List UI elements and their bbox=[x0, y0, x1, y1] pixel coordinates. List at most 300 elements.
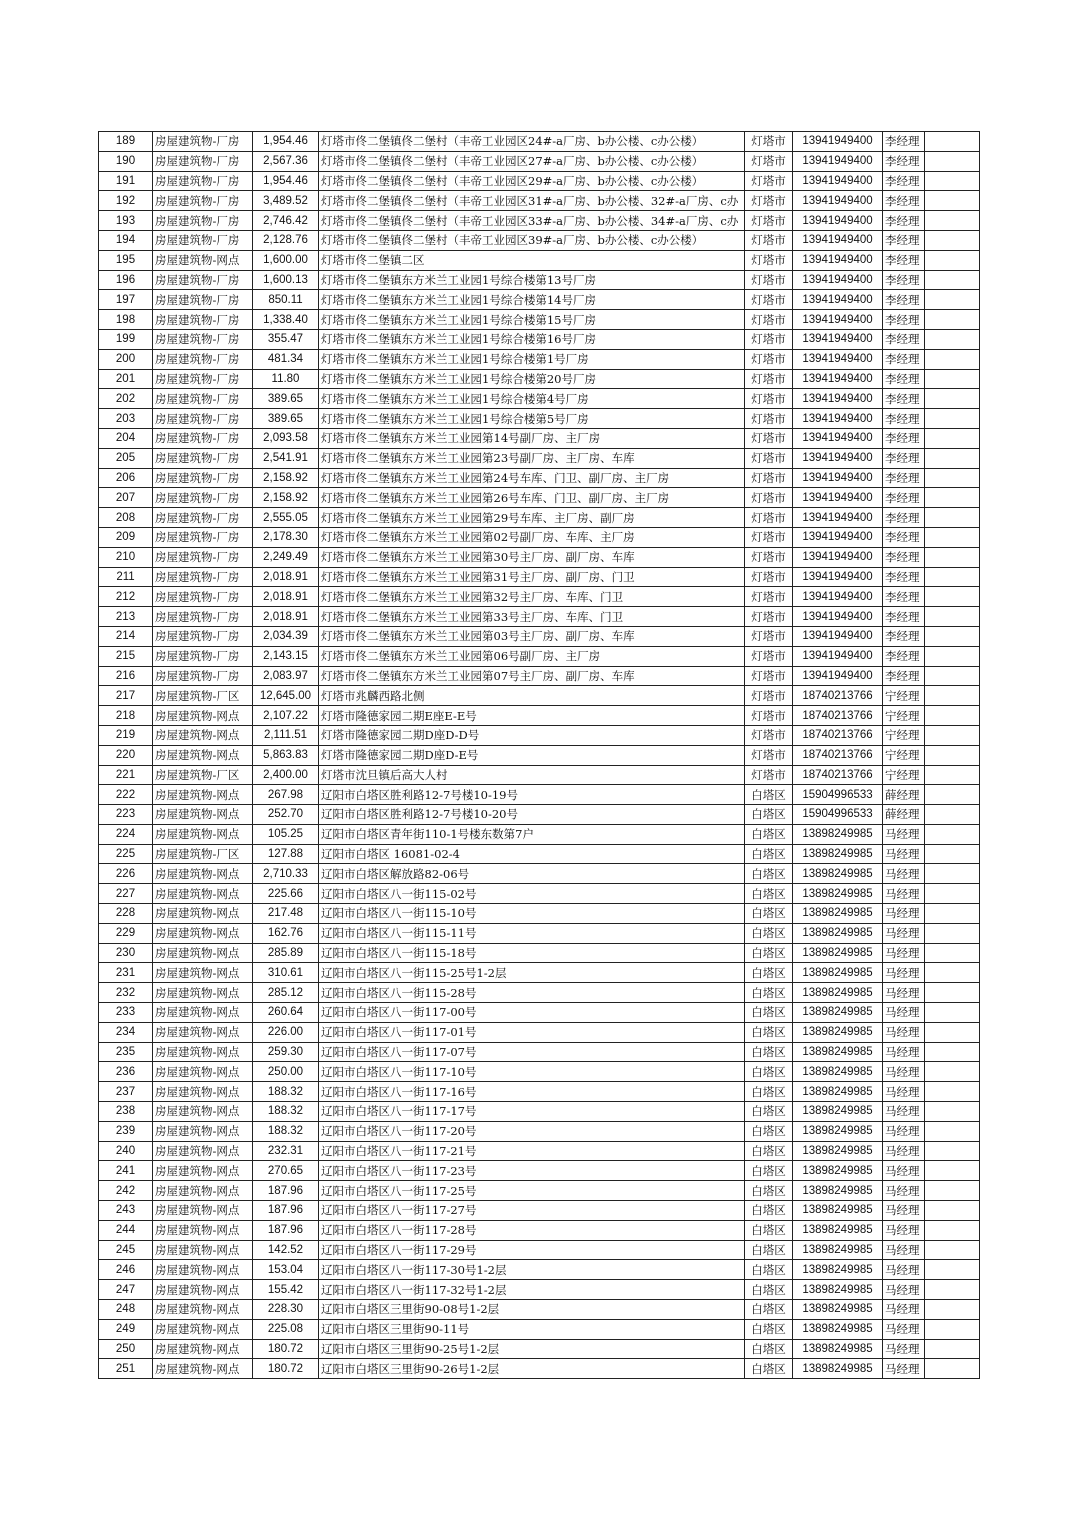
row-number-cell: 195 bbox=[99, 250, 153, 270]
row-number-cell: 210 bbox=[99, 547, 153, 567]
contact-person-cell: 李经理 bbox=[883, 250, 925, 270]
contact-person-cell: 李经理 bbox=[883, 626, 925, 646]
property-type-cell: 房屋建筑物-厂房 bbox=[153, 448, 253, 468]
empty-cell bbox=[925, 409, 980, 429]
phone-number-cell: 18740213766 bbox=[793, 686, 883, 706]
contact-person-cell: 李经理 bbox=[883, 191, 925, 211]
area-value-cell: 270.65 bbox=[253, 1161, 319, 1181]
contact-person-cell: 李经理 bbox=[883, 171, 925, 191]
row-number-cell: 235 bbox=[99, 1042, 153, 1062]
table-row bbox=[99, 428, 980, 448]
property-type-cell: 房屋建筑物-网点 bbox=[153, 1022, 253, 1042]
row-number-cell: 240 bbox=[99, 1141, 153, 1161]
empty-cell bbox=[925, 983, 980, 1003]
property-type-cell: 房屋建筑物-网点 bbox=[153, 1280, 253, 1300]
row-number-cell: 205 bbox=[99, 448, 153, 468]
table-row bbox=[99, 745, 980, 765]
phone-number-cell: 13898249985 bbox=[793, 844, 883, 864]
row-number-cell: 192 bbox=[99, 191, 153, 211]
phone-number-cell: 13898249985 bbox=[793, 943, 883, 963]
contact-person-cell: 马经理 bbox=[883, 1201, 925, 1221]
address-cell: 灯塔市佟二堡镇东方米兰工业园1号综合楼第13号厂房 bbox=[319, 270, 745, 290]
phone-number-cell: 18740213766 bbox=[793, 745, 883, 765]
phone-number-cell: 13898249985 bbox=[793, 1062, 883, 1082]
row-number-cell: 198 bbox=[99, 310, 153, 330]
property-type-cell: 房屋建筑物-厂区 bbox=[153, 844, 253, 864]
area-value-cell: 2,018.91 bbox=[253, 587, 319, 607]
contact-person-cell: 李经理 bbox=[883, 329, 925, 349]
district-cell: 白塔区 bbox=[745, 1042, 793, 1062]
table-row bbox=[99, 1339, 980, 1359]
area-value-cell: 180.72 bbox=[253, 1339, 319, 1359]
address-cell: 辽阳市白塔区八一街117-16号 bbox=[319, 1082, 745, 1102]
district-cell: 灯塔市 bbox=[745, 686, 793, 706]
area-value-cell: 2,710.33 bbox=[253, 864, 319, 884]
empty-cell bbox=[925, 468, 980, 488]
area-value-cell: 180.72 bbox=[253, 1359, 319, 1379]
row-number-cell: 218 bbox=[99, 706, 153, 726]
phone-number-cell: 13941949400 bbox=[793, 191, 883, 211]
table-row bbox=[99, 864, 980, 884]
empty-cell bbox=[925, 884, 980, 904]
district-cell: 白塔区 bbox=[745, 1102, 793, 1122]
area-value-cell: 12,645.00 bbox=[253, 686, 319, 706]
area-value-cell: 355.47 bbox=[253, 329, 319, 349]
empty-cell bbox=[925, 1141, 980, 1161]
property-type-cell: 房屋建筑物-网点 bbox=[153, 785, 253, 805]
address-cell: 辽阳市白塔区八一街117-17号 bbox=[319, 1102, 745, 1122]
table-row bbox=[99, 626, 980, 646]
area-value-cell: 267.98 bbox=[253, 785, 319, 805]
district-cell: 白塔区 bbox=[745, 1260, 793, 1280]
row-number-cell: 225 bbox=[99, 844, 153, 864]
address-cell: 辽阳市白塔区八一街117-10号 bbox=[319, 1062, 745, 1082]
contact-person-cell: 马经理 bbox=[883, 1121, 925, 1141]
contact-person-cell: 李经理 bbox=[883, 468, 925, 488]
district-cell: 白塔区 bbox=[745, 824, 793, 844]
property-type-cell: 房屋建筑物-厂房 bbox=[153, 468, 253, 488]
district-cell: 白塔区 bbox=[745, 1161, 793, 1181]
empty-cell bbox=[925, 666, 980, 686]
phone-number-cell: 13941949400 bbox=[793, 211, 883, 231]
district-cell: 灯塔市 bbox=[745, 329, 793, 349]
district-cell: 白塔区 bbox=[745, 864, 793, 884]
table-row bbox=[99, 1260, 980, 1280]
table-row bbox=[99, 963, 980, 983]
contact-person-cell: 李经理 bbox=[883, 151, 925, 171]
property-type-cell: 房屋建筑物-网点 bbox=[153, 983, 253, 1003]
empty-cell bbox=[925, 1062, 980, 1082]
empty-cell bbox=[925, 171, 980, 191]
area-value-cell: 2,400.00 bbox=[253, 765, 319, 785]
row-number-cell: 202 bbox=[99, 389, 153, 409]
address-cell: 灯塔市佟二堡镇东方米兰工业园第02号副厂房、车库、主厂房 bbox=[319, 527, 745, 547]
address-cell: 灯塔市兆麟西路北侧 bbox=[319, 686, 745, 706]
phone-number-cell: 13941949400 bbox=[793, 508, 883, 528]
empty-cell bbox=[925, 448, 980, 468]
row-number-cell: 224 bbox=[99, 824, 153, 844]
district-cell: 白塔区 bbox=[745, 844, 793, 864]
row-number-cell: 189 bbox=[99, 132, 153, 152]
address-cell: 灯塔市佟二堡镇东方米兰工业园第03号主厂房、副厂房、车库 bbox=[319, 626, 745, 646]
address-cell: 辽阳市白塔区八一街117-21号 bbox=[319, 1141, 745, 1161]
contact-person-cell: 马经理 bbox=[883, 1062, 925, 1082]
contact-person-cell: 宁经理 bbox=[883, 725, 925, 745]
area-value-cell: 259.30 bbox=[253, 1042, 319, 1062]
area-value-cell: 285.89 bbox=[253, 943, 319, 963]
district-cell: 白塔区 bbox=[745, 963, 793, 983]
property-type-cell: 房屋建筑物-网点 bbox=[153, 1102, 253, 1122]
empty-cell bbox=[925, 290, 980, 310]
district-cell: 白塔区 bbox=[745, 1022, 793, 1042]
area-value-cell: 2,143.15 bbox=[253, 646, 319, 666]
row-number-cell: 201 bbox=[99, 369, 153, 389]
address-cell: 辽阳市白塔区八一街117-29号 bbox=[319, 1240, 745, 1260]
table-row bbox=[99, 1359, 980, 1379]
district-cell: 灯塔市 bbox=[745, 389, 793, 409]
area-value-cell: 5,863.83 bbox=[253, 745, 319, 765]
empty-cell bbox=[925, 1300, 980, 1320]
empty-cell bbox=[925, 805, 980, 825]
row-number-cell: 238 bbox=[99, 1102, 153, 1122]
table-row bbox=[99, 1102, 980, 1122]
row-number-cell: 228 bbox=[99, 904, 153, 924]
area-value-cell: 260.64 bbox=[253, 1003, 319, 1023]
property-type-cell: 房屋建筑物-厂房 bbox=[153, 646, 253, 666]
address-cell: 辽阳市白塔区八一街117-25号 bbox=[319, 1181, 745, 1201]
contact-person-cell: 马经理 bbox=[883, 1082, 925, 1102]
empty-cell bbox=[925, 1181, 980, 1201]
table-row bbox=[99, 884, 980, 904]
address-cell: 辽阳市白塔区胜利路12-7号楼10-19号 bbox=[319, 785, 745, 805]
area-value-cell: 310.61 bbox=[253, 963, 319, 983]
row-number-cell: 211 bbox=[99, 567, 153, 587]
contact-person-cell: 李经理 bbox=[883, 270, 925, 290]
area-value-cell: 225.08 bbox=[253, 1319, 319, 1339]
area-value-cell: 2,249.49 bbox=[253, 547, 319, 567]
address-cell: 灯塔市隆德家园二期D座D-E号 bbox=[319, 745, 745, 765]
table-row bbox=[99, 765, 980, 785]
phone-number-cell: 13941949400 bbox=[793, 448, 883, 468]
address-cell: 辽阳市白塔区八一街117-01号 bbox=[319, 1022, 745, 1042]
table-row bbox=[99, 943, 980, 963]
address-cell: 灯塔市佟二堡镇东方米兰工业园1号综合楼第20号厂房 bbox=[319, 369, 745, 389]
empty-cell bbox=[925, 706, 980, 726]
row-number-cell: 241 bbox=[99, 1161, 153, 1181]
row-number-cell: 203 bbox=[99, 409, 153, 429]
phone-number-cell: 13898249985 bbox=[793, 1082, 883, 1102]
area-value-cell: 105.25 bbox=[253, 824, 319, 844]
table-row bbox=[99, 785, 980, 805]
phone-number-cell: 13941949400 bbox=[793, 171, 883, 191]
district-cell: 灯塔市 bbox=[745, 250, 793, 270]
table-row bbox=[99, 1022, 980, 1042]
address-cell: 灯塔市佟二堡镇佟二堡村（丰帝工业园区24#-a厂房、b办公楼、c办公楼） bbox=[319, 132, 745, 152]
district-cell: 白塔区 bbox=[745, 1359, 793, 1379]
row-number-cell: 234 bbox=[99, 1022, 153, 1042]
row-number-cell: 231 bbox=[99, 963, 153, 983]
table-row bbox=[99, 1003, 980, 1023]
phone-number-cell: 13941949400 bbox=[793, 230, 883, 250]
empty-cell bbox=[925, 824, 980, 844]
row-number-cell: 221 bbox=[99, 765, 153, 785]
district-cell: 灯塔市 bbox=[745, 626, 793, 646]
address-cell: 灯塔市佟二堡镇东方米兰工业园1号综合楼第5号厂房 bbox=[319, 409, 745, 429]
address-cell: 灯塔市佟二堡镇东方米兰工业园第32号主厂房、车库、门卫 bbox=[319, 587, 745, 607]
row-number-cell: 232 bbox=[99, 983, 153, 1003]
row-number-cell: 249 bbox=[99, 1319, 153, 1339]
contact-person-cell: 马经理 bbox=[883, 1220, 925, 1240]
address-cell: 辽阳市白塔区八一街115-10号 bbox=[319, 904, 745, 924]
phone-number-cell: 13898249985 bbox=[793, 1339, 883, 1359]
district-cell: 灯塔市 bbox=[745, 646, 793, 666]
phone-number-cell: 13898249985 bbox=[793, 1102, 883, 1122]
empty-cell bbox=[925, 508, 980, 528]
address-cell: 辽阳市白塔区八一街115-11号 bbox=[319, 923, 745, 943]
phone-number-cell: 13941949400 bbox=[793, 587, 883, 607]
area-value-cell: 188.32 bbox=[253, 1102, 319, 1122]
contact-person-cell: 马经理 bbox=[883, 1161, 925, 1181]
phone-number-cell: 13941949400 bbox=[793, 290, 883, 310]
district-cell: 灯塔市 bbox=[745, 725, 793, 745]
address-cell: 辽阳市白塔区八一街117-30号1-2层 bbox=[319, 1260, 745, 1280]
empty-cell bbox=[925, 1042, 980, 1062]
area-value-cell: 2,567.36 bbox=[253, 151, 319, 171]
address-cell: 灯塔市佟二堡镇佟二堡村（丰帝工业园区39#-a厂房、b办公楼、c办公楼） bbox=[319, 230, 745, 250]
property-type-cell: 房屋建筑物-厂区 bbox=[153, 765, 253, 785]
area-value-cell: 389.65 bbox=[253, 409, 319, 429]
area-value-cell: 127.88 bbox=[253, 844, 319, 864]
phone-number-cell: 15904996533 bbox=[793, 785, 883, 805]
phone-number-cell: 13898249985 bbox=[793, 824, 883, 844]
table-row bbox=[99, 646, 980, 666]
phone-number-cell: 13898249985 bbox=[793, 1161, 883, 1181]
property-type-cell: 房屋建筑物-网点 bbox=[153, 1042, 253, 1062]
address-cell: 灯塔市佟二堡镇东方米兰工业园第29号车库、主厂房、副厂房 bbox=[319, 508, 745, 528]
district-cell: 白塔区 bbox=[745, 1121, 793, 1141]
empty-cell bbox=[925, 527, 980, 547]
row-number-cell: 243 bbox=[99, 1201, 153, 1221]
phone-number-cell: 13941949400 bbox=[793, 666, 883, 686]
contact-person-cell: 李经理 bbox=[883, 409, 925, 429]
property-type-cell: 房屋建筑物-网点 bbox=[153, 864, 253, 884]
address-cell: 灯塔市佟二堡镇东方米兰工业园1号综合楼第16号厂房 bbox=[319, 329, 745, 349]
row-number-cell: 190 bbox=[99, 151, 153, 171]
row-number-cell: 248 bbox=[99, 1300, 153, 1320]
phone-number-cell: 18740213766 bbox=[793, 706, 883, 726]
address-cell: 辽阳市白塔区八一街117-28号 bbox=[319, 1220, 745, 1240]
property-type-cell: 房屋建筑物-网点 bbox=[153, 1121, 253, 1141]
table-row bbox=[99, 508, 980, 528]
table-row bbox=[99, 1082, 980, 1102]
phone-number-cell: 13898249985 bbox=[793, 1319, 883, 1339]
address-cell: 辽阳市白塔区八一街117-00号 bbox=[319, 1003, 745, 1023]
district-cell: 白塔区 bbox=[745, 904, 793, 924]
contact-person-cell: 马经理 bbox=[883, 1102, 925, 1122]
phone-number-cell: 18740213766 bbox=[793, 725, 883, 745]
address-cell: 辽阳市白塔区三里街90-26号1-2层 bbox=[319, 1359, 745, 1379]
empty-cell bbox=[925, 943, 980, 963]
table-row bbox=[99, 409, 980, 429]
table-row bbox=[99, 1220, 980, 1240]
table-row bbox=[99, 1240, 980, 1260]
row-number-cell: 236 bbox=[99, 1062, 153, 1082]
address-cell: 灯塔市佟二堡镇东方米兰工业园第33号主厂房、车库、门卫 bbox=[319, 607, 745, 627]
contact-person-cell: 李经理 bbox=[883, 527, 925, 547]
row-number-cell: 191 bbox=[99, 171, 153, 191]
contact-person-cell: 宁经理 bbox=[883, 765, 925, 785]
phone-number-cell: 13898249985 bbox=[793, 1121, 883, 1141]
table-row bbox=[99, 1201, 980, 1221]
district-cell: 灯塔市 bbox=[745, 666, 793, 686]
district-cell: 灯塔市 bbox=[745, 230, 793, 250]
phone-number-cell: 13941949400 bbox=[793, 567, 883, 587]
row-number-cell: 193 bbox=[99, 211, 153, 231]
area-value-cell: 153.04 bbox=[253, 1260, 319, 1280]
phone-number-cell: 13898249985 bbox=[793, 983, 883, 1003]
empty-cell bbox=[925, 765, 980, 785]
area-value-cell: 187.96 bbox=[253, 1201, 319, 1221]
property-type-cell: 房屋建筑物-厂房 bbox=[153, 547, 253, 567]
property-type-cell: 房屋建筑物-网点 bbox=[153, 1003, 253, 1023]
phone-number-cell: 13898249985 bbox=[793, 1359, 883, 1379]
district-cell: 灯塔市 bbox=[745, 468, 793, 488]
district-cell: 灯塔市 bbox=[745, 409, 793, 429]
district-cell: 灯塔市 bbox=[745, 349, 793, 369]
empty-cell bbox=[925, 1260, 980, 1280]
property-listing-table bbox=[98, 131, 980, 1379]
property-type-cell: 房屋建筑物-网点 bbox=[153, 1082, 253, 1102]
row-number-cell: 214 bbox=[99, 626, 153, 646]
district-cell: 白塔区 bbox=[745, 1003, 793, 1023]
contact-person-cell: 马经理 bbox=[883, 1003, 925, 1023]
area-value-cell: 850.11 bbox=[253, 290, 319, 310]
contact-person-cell: 马经理 bbox=[883, 1022, 925, 1042]
property-type-cell: 房屋建筑物-厂房 bbox=[153, 428, 253, 448]
table-row bbox=[99, 349, 980, 369]
contact-person-cell: 马经理 bbox=[883, 1300, 925, 1320]
district-cell: 白塔区 bbox=[745, 983, 793, 1003]
table-body bbox=[99, 132, 980, 1379]
area-value-cell: 1,954.46 bbox=[253, 132, 319, 152]
district-cell: 灯塔市 bbox=[745, 765, 793, 785]
area-value-cell: 2,178.30 bbox=[253, 527, 319, 547]
empty-cell bbox=[925, 389, 980, 409]
district-cell: 灯塔市 bbox=[745, 706, 793, 726]
contact-person-cell: 李经理 bbox=[883, 607, 925, 627]
phone-number-cell: 13898249985 bbox=[793, 1220, 883, 1240]
empty-cell bbox=[925, 191, 980, 211]
area-value-cell: 225.66 bbox=[253, 884, 319, 904]
contact-person-cell: 马经理 bbox=[883, 904, 925, 924]
row-number-cell: 237 bbox=[99, 1082, 153, 1102]
row-number-cell: 199 bbox=[99, 329, 153, 349]
row-number-cell: 222 bbox=[99, 785, 153, 805]
empty-cell bbox=[925, 963, 980, 983]
area-value-cell: 188.32 bbox=[253, 1082, 319, 1102]
table-row bbox=[99, 448, 980, 468]
row-number-cell: 209 bbox=[99, 527, 153, 547]
empty-cell bbox=[925, 904, 980, 924]
table-row bbox=[99, 132, 980, 152]
phone-number-cell: 13898249985 bbox=[793, 884, 883, 904]
phone-number-cell: 13898249985 bbox=[793, 864, 883, 884]
empty-cell bbox=[925, 1240, 980, 1260]
district-cell: 灯塔市 bbox=[745, 448, 793, 468]
district-cell: 白塔区 bbox=[745, 1220, 793, 1240]
property-type-cell: 房屋建筑物-厂房 bbox=[153, 369, 253, 389]
phone-number-cell: 13941949400 bbox=[793, 349, 883, 369]
property-type-cell: 房屋建筑物-网点 bbox=[153, 923, 253, 943]
table-row bbox=[99, 607, 980, 627]
table-row bbox=[99, 191, 980, 211]
property-type-cell: 房屋建筑物-网点 bbox=[153, 1201, 253, 1221]
area-value-cell: 187.96 bbox=[253, 1181, 319, 1201]
contact-person-cell: 马经理 bbox=[883, 1181, 925, 1201]
contact-person-cell: 马经理 bbox=[883, 963, 925, 983]
contact-person-cell: 马经理 bbox=[883, 943, 925, 963]
property-type-cell: 房屋建筑物-网点 bbox=[153, 1161, 253, 1181]
area-value-cell: 11.80 bbox=[253, 369, 319, 389]
empty-cell bbox=[925, 369, 980, 389]
contact-person-cell: 李经理 bbox=[883, 211, 925, 231]
district-cell: 灯塔市 bbox=[745, 567, 793, 587]
address-cell: 辽阳市白塔区八一街117-23号 bbox=[319, 1161, 745, 1181]
contact-person-cell: 马经理 bbox=[883, 923, 925, 943]
property-type-cell: 房屋建筑物-厂房 bbox=[153, 626, 253, 646]
property-type-cell: 房屋建筑物-网点 bbox=[153, 1181, 253, 1201]
property-type-cell: 房屋建筑物-网点 bbox=[153, 1240, 253, 1260]
row-number-cell: 200 bbox=[99, 349, 153, 369]
empty-cell bbox=[925, 1022, 980, 1042]
contact-person-cell: 马经理 bbox=[883, 1260, 925, 1280]
district-cell: 灯塔市 bbox=[745, 191, 793, 211]
table-row bbox=[99, 666, 980, 686]
phone-number-cell: 13898249985 bbox=[793, 1280, 883, 1300]
property-type-cell: 房屋建筑物-厂房 bbox=[153, 171, 253, 191]
phone-number-cell: 13941949400 bbox=[793, 527, 883, 547]
district-cell: 白塔区 bbox=[745, 1339, 793, 1359]
contact-person-cell: 李经理 bbox=[883, 508, 925, 528]
contact-person-cell: 李经理 bbox=[883, 290, 925, 310]
table-row bbox=[99, 904, 980, 924]
table-row bbox=[99, 587, 980, 607]
phone-number-cell: 13941949400 bbox=[793, 250, 883, 270]
property-type-cell: 房屋建筑物-厂房 bbox=[153, 527, 253, 547]
property-type-cell: 房屋建筑物-网点 bbox=[153, 943, 253, 963]
address-cell: 辽阳市白塔区八一街117-07号 bbox=[319, 1042, 745, 1062]
property-type-cell: 房屋建筑物-厂房 bbox=[153, 230, 253, 250]
table-row bbox=[99, 151, 980, 171]
contact-person-cell: 马经理 bbox=[883, 844, 925, 864]
row-number-cell: 206 bbox=[99, 468, 153, 488]
table-row bbox=[99, 290, 980, 310]
address-cell: 灯塔市佟二堡镇东方米兰工业园第24号车库、门卫、副厂房、主厂房 bbox=[319, 468, 745, 488]
phone-number-cell: 13898249985 bbox=[793, 1141, 883, 1161]
empty-cell bbox=[925, 310, 980, 330]
phone-number-cell: 13941949400 bbox=[793, 389, 883, 409]
table-row bbox=[99, 329, 980, 349]
row-number-cell: 215 bbox=[99, 646, 153, 666]
empty-cell bbox=[925, 329, 980, 349]
contact-person-cell: 马经理 bbox=[883, 824, 925, 844]
row-number-cell: 223 bbox=[99, 805, 153, 825]
row-number-cell: 251 bbox=[99, 1359, 153, 1379]
table-row bbox=[99, 844, 980, 864]
district-cell: 白塔区 bbox=[745, 943, 793, 963]
table-row bbox=[99, 923, 980, 943]
address-cell: 灯塔市佟二堡镇佟二堡村（丰帝工业园区31#-a厂房、b办公楼、32#-a厂房、c办 bbox=[319, 191, 745, 211]
